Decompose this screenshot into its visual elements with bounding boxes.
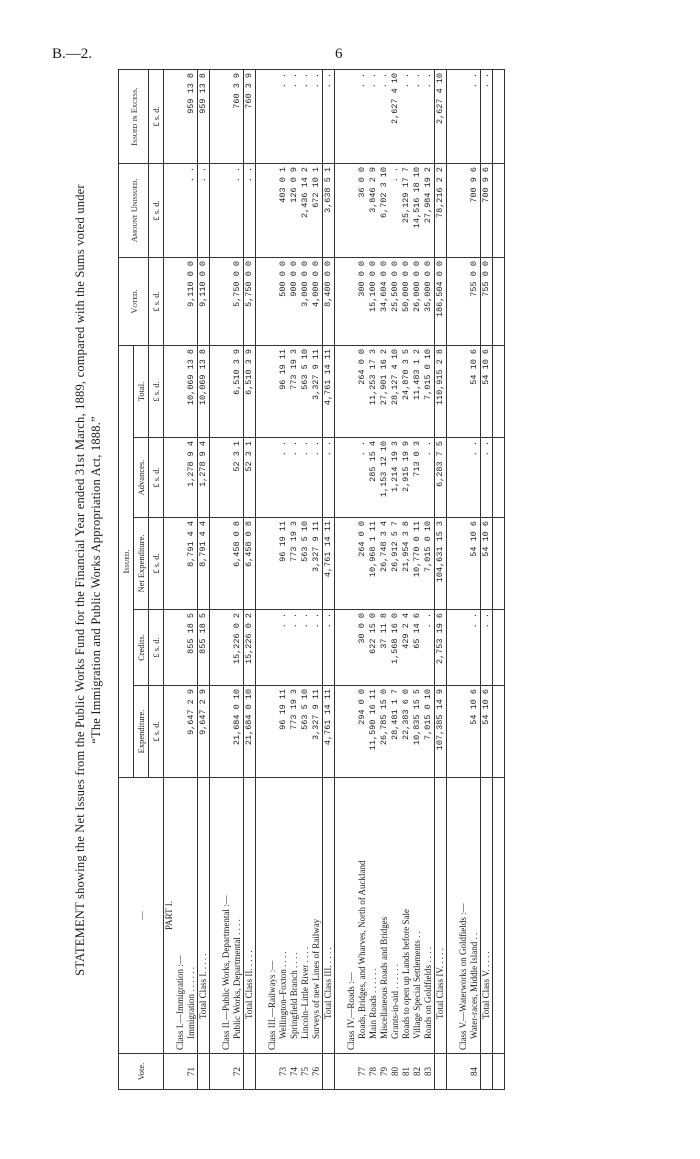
cell-excess: 2,627 4 10 xyxy=(435,69,447,163)
cell-voted: 900 0 0 xyxy=(289,257,300,345)
cell-net: 563 5 10 xyxy=(300,518,311,610)
cell-advances: . . xyxy=(357,438,368,518)
cell-excess: . . xyxy=(323,69,335,163)
row-label: Roads, Bridges, and Wharves, North of Auckland xyxy=(357,778,368,1054)
cell-excess xyxy=(346,69,357,163)
cell-excess: . . xyxy=(311,69,323,163)
cell-advances: 713 0 3 xyxy=(412,438,423,518)
cell-voted: 755 0 0 xyxy=(481,257,493,345)
table-body xyxy=(164,69,505,1089)
cell-unissued: 36 0 0 xyxy=(357,163,368,257)
cell-total: 54 10 6 xyxy=(481,345,493,437)
cell-excess: 760 3 9 xyxy=(232,69,244,163)
cell-net xyxy=(458,518,469,610)
row-label: Roads on Goldfields . . . . xyxy=(423,778,435,1054)
lsd-expenditure: £ s. d. xyxy=(149,686,164,778)
cell-unissued: . . xyxy=(232,163,244,257)
cell-unissued: 78,216 2 2 xyxy=(435,163,447,257)
cell-voted: 26,000 0 0 xyxy=(412,257,423,345)
cell-excess: . . xyxy=(469,69,481,163)
cell-voted: 9,110 0 0 xyxy=(186,257,198,345)
cell-advances xyxy=(221,438,232,518)
cell-net: 26,748 3 4 xyxy=(379,518,390,610)
cell-total xyxy=(267,345,278,437)
vote-number xyxy=(323,1054,335,1090)
total-row xyxy=(481,69,493,1089)
cell-credits: . . xyxy=(300,610,311,686)
cell-expenditure: 28,481 1 7 xyxy=(390,686,401,778)
row-label: Class II.—Public Works, Departmental :— xyxy=(221,778,232,1054)
vote-number: 74 xyxy=(289,1054,300,1090)
cell-credits xyxy=(267,610,278,686)
cell-net: 26,912 5 7 xyxy=(390,518,401,610)
cell-credits: 37 11 8 xyxy=(379,610,390,686)
cell-total: 24,870 3 5 xyxy=(401,345,412,437)
cell-total: 6,510 3 9 xyxy=(244,345,256,437)
cell-excess xyxy=(221,69,232,163)
col-expenditure: Expenditure. xyxy=(134,686,149,778)
cell-expenditure: 9,647 2 9 xyxy=(186,686,198,778)
cell-excess: . . xyxy=(278,69,289,163)
cell-total: 11,483 1 2 xyxy=(412,345,423,437)
cell-voted xyxy=(221,257,232,345)
cell-expenditure xyxy=(458,686,469,778)
vote-number xyxy=(435,1054,447,1090)
cell-advances: 1,214 19 3 xyxy=(390,438,401,518)
row-label: Class III.—Railways :— xyxy=(267,778,278,1054)
cell-expenditure: 21,684 0 10 xyxy=(244,686,256,778)
cell-expenditure: 96 19 11 xyxy=(278,686,289,778)
issues-table xyxy=(118,69,505,1090)
cell-total xyxy=(221,345,232,437)
cell-expenditure: 3,327 9 11 xyxy=(311,686,323,778)
vote-number: 83 xyxy=(423,1054,435,1090)
cell-excess: . . xyxy=(423,69,435,163)
cell-credits: 1,568 16 0 xyxy=(390,610,401,686)
part-heading: PART I. xyxy=(164,778,176,1054)
cell-credits: 429 2 4 xyxy=(401,610,412,686)
cell-excess: 959 13 8 xyxy=(186,69,198,163)
row-label: Main Roads . . . . . . xyxy=(368,778,379,1054)
cell-advances: 52 3 1 xyxy=(232,438,244,518)
cell-expenditure: 54 10 6 xyxy=(469,686,481,778)
class-heading-row xyxy=(267,69,278,1089)
col-net: Net Expenditure. xyxy=(134,518,149,610)
cell-unissued: 6,702 3 10 xyxy=(379,163,390,257)
cell-unissued: 25,129 17 7 xyxy=(401,163,412,257)
lsd-voted: £ s. d. xyxy=(149,257,164,345)
vote-number xyxy=(458,1054,469,1090)
lsd-credits: £ s. d. xyxy=(149,610,164,686)
cell-voted: 50,000 0 0 xyxy=(401,257,412,345)
cell-voted: 500 0 0 xyxy=(278,257,289,345)
table-row xyxy=(412,69,423,1089)
row-label: Lincoln–Little River . . . . xyxy=(300,778,311,1054)
cell-excess: . . xyxy=(357,69,368,163)
cell-expenditure: 7,015 0 10 xyxy=(423,686,435,778)
cell-net: 773 19 3 xyxy=(289,518,300,610)
spacer-row xyxy=(210,69,222,1089)
cell-net: 10,968 1 11 xyxy=(368,518,379,610)
cell-unissued: 672 10 1 xyxy=(311,163,323,257)
col-label: — xyxy=(119,778,164,1054)
cell-total: 27,901 16 2 xyxy=(379,345,390,437)
cell-advances: . . xyxy=(311,438,323,518)
cell-total: 11,253 17 3 xyxy=(368,345,379,437)
row-label: Water-races, Middle Island . . xyxy=(469,778,481,1054)
vote-number xyxy=(198,1054,210,1090)
cell-voted: 34,604 0 0 xyxy=(379,257,390,345)
table-row xyxy=(232,69,244,1089)
cell-excess: . . xyxy=(368,69,379,163)
cell-voted: 186,504 0 0 xyxy=(435,257,447,345)
cell-expenditure: 4,761 14 11 xyxy=(323,686,335,778)
cell-expenditure: 773 19 3 xyxy=(289,686,300,778)
vote-number: 82 xyxy=(412,1054,423,1090)
cell-advances: 285 15 4 xyxy=(368,438,379,518)
cell-total: 4,761 14 11 xyxy=(323,345,335,437)
cell-voted xyxy=(175,257,186,345)
vote-number: 78 xyxy=(368,1054,379,1090)
row-label: Roads to open up Lands before Sale xyxy=(401,778,412,1054)
cell-total: 264 0 0 xyxy=(357,345,368,437)
cell-excess xyxy=(175,69,186,163)
cell-credits xyxy=(221,610,232,686)
table-row xyxy=(357,69,368,1089)
col-voted: Voted. xyxy=(119,257,149,345)
cell-credits xyxy=(458,610,469,686)
class-heading-row xyxy=(175,69,186,1089)
cell-advances: 1,153 12 10 xyxy=(379,438,390,518)
cell-total: 773 19 3 xyxy=(289,345,300,437)
cell-excess: . . xyxy=(379,69,390,163)
cell-voted: 25,500 0 0 xyxy=(390,257,401,345)
cell-total xyxy=(346,345,357,437)
cell-expenditure: 107,385 14 9 xyxy=(435,686,447,778)
cell-credits: 855 18 5 xyxy=(198,610,210,686)
cell-net: 264 0 0 xyxy=(357,518,368,610)
col-vote: Vote. xyxy=(119,1054,164,1090)
cell-net: 104,631 15 3 xyxy=(435,518,447,610)
vote-number: 76 xyxy=(311,1054,323,1090)
cell-advances xyxy=(346,438,357,518)
cell-total xyxy=(458,345,469,437)
table-row xyxy=(469,69,481,1089)
cell-advances xyxy=(175,438,186,518)
cell-voted: 5,750 0 0 xyxy=(244,257,256,345)
cell-net xyxy=(267,518,278,610)
vote-number: 75 xyxy=(300,1054,311,1090)
cell-excess: . . xyxy=(401,69,412,163)
row-label: Total Class III. . . . . xyxy=(323,778,335,1054)
vote-number xyxy=(346,1054,357,1090)
row-label: Total Class V. . . . . xyxy=(481,778,493,1054)
row-label: Total Class IV. . . . . xyxy=(435,778,447,1054)
table-row xyxy=(278,69,289,1089)
row-label: Village Special Settlements . . xyxy=(412,778,423,1054)
spacer-row xyxy=(256,69,268,1089)
cell-expenditure: 294 0 0 xyxy=(357,686,368,778)
cell-net: 8,791 4 4 xyxy=(186,518,198,610)
vote-number xyxy=(267,1054,278,1090)
title-line-1: STATEMENT showing the Net Issues from the Public Works Fund for the Financial Year ended 31st March, 1889, compared with the Sums voted under xyxy=(73,184,87,976)
cell-advances: 1,278 9 4 xyxy=(198,438,210,518)
cell-expenditure: 9,647 2 9 xyxy=(198,686,210,778)
vote-number: 79 xyxy=(379,1054,390,1090)
cell-expenditure: 21,684 0 10 xyxy=(232,686,244,778)
cell-advances: 6,283 7 5 xyxy=(435,438,447,518)
cell-net: 54 10 6 xyxy=(481,518,493,610)
row-label: Class I.—Immigration :— xyxy=(175,778,186,1054)
cell-net: 8,791 4 4 xyxy=(198,518,210,610)
cell-credits: 30 0 0 xyxy=(357,610,368,686)
cell-advances xyxy=(267,438,278,518)
spacer-row xyxy=(447,69,459,1089)
cell-voted: 35,000 0 0 xyxy=(423,257,435,345)
cell-expenditure xyxy=(267,686,278,778)
cell-unissued: . . xyxy=(390,163,401,257)
cell-unissued: 3,846 2 9 xyxy=(368,163,379,257)
vote-number: 73 xyxy=(278,1054,289,1090)
cell-advances: . . xyxy=(481,438,493,518)
cell-unissued: 700 9 6 xyxy=(469,163,481,257)
cell-total: 6,510 3 9 xyxy=(232,345,244,437)
spacer-row xyxy=(335,69,347,1089)
row-label: Miscellaneous Roads and Bridges xyxy=(379,778,390,1054)
table-row xyxy=(368,69,379,1089)
vote-number xyxy=(481,1054,493,1090)
cell-unissued: . . xyxy=(198,163,210,257)
row-label: Wellington–Foxton . . . . xyxy=(278,778,289,1054)
cell-excess: 2,627 4 10 xyxy=(390,69,401,163)
cell-credits: . . xyxy=(289,610,300,686)
class-heading-row xyxy=(221,69,232,1089)
col-issued: Issued. xyxy=(119,345,134,777)
cell-net: 6,458 0 8 xyxy=(232,518,244,610)
cell-advances: 52 3 1 xyxy=(244,438,256,518)
vote-number: 71 xyxy=(186,1054,198,1090)
cell-credits: 15,226 0 2 xyxy=(232,610,244,686)
lsd-total: £ s. d. xyxy=(149,345,164,437)
row-label: Class IV.—Roads :— xyxy=(346,778,357,1054)
page-number: 6 xyxy=(335,46,343,62)
cell-net xyxy=(346,518,357,610)
lsd-excess: £ s. d. xyxy=(149,69,164,163)
cell-net xyxy=(175,518,186,610)
cell-net: 6,458 0 8 xyxy=(244,518,256,610)
row-label: Surveys of new Lines of Railway xyxy=(311,778,323,1054)
cell-excess: . . xyxy=(300,69,311,163)
cell-credits: 65 14 6 xyxy=(412,610,423,686)
cell-unissued xyxy=(267,163,278,257)
vote-number xyxy=(221,1054,232,1090)
cell-expenditure xyxy=(221,686,232,778)
cell-credits xyxy=(175,610,186,686)
cell-advances: . . xyxy=(278,438,289,518)
table-row xyxy=(300,69,311,1089)
cell-total: 563 5 10 xyxy=(300,345,311,437)
cell-advances: 2,915 19 9 xyxy=(401,438,412,518)
cell-excess: . . xyxy=(481,69,493,163)
cell-excess: 760 3 9 xyxy=(244,69,256,163)
cell-unissued xyxy=(221,163,232,257)
title-line-2: “The Immigration and Public Works Appropriation Act, 1888.” xyxy=(89,416,103,744)
row-label: Class V.—Waterworks on Goldfields :— xyxy=(458,778,469,1054)
total-row xyxy=(244,69,256,1089)
class-heading-row xyxy=(346,69,357,1089)
row-label: Total Class II. . . . . xyxy=(244,778,256,1054)
cell-voted: 3,000 0 0 xyxy=(300,257,311,345)
row-label: Total Class I. . . . . xyxy=(198,778,210,1054)
table-row xyxy=(423,69,435,1089)
cell-unissued: . . xyxy=(244,163,256,257)
cell-expenditure: 22,383 6 0 xyxy=(401,686,412,778)
cell-net: 21,954 3 8 xyxy=(401,518,412,610)
row-label: Springfield Branch . . . . xyxy=(289,778,300,1054)
cell-expenditure: 11,590 16 11 xyxy=(368,686,379,778)
cell-excess xyxy=(458,69,469,163)
vote-number xyxy=(175,1054,186,1090)
cell-voted: 4,000 0 0 xyxy=(311,257,323,345)
cell-total: 7,015 0 10 xyxy=(423,345,435,437)
cell-unissued: 3,638 5 1 xyxy=(323,163,335,257)
cell-total xyxy=(175,345,186,437)
table-row xyxy=(401,69,412,1089)
total-row xyxy=(198,69,210,1089)
cell-voted: 15,100 0 0 xyxy=(368,257,379,345)
cell-net: 7,015 0 10 xyxy=(423,518,435,610)
cell-credits: 855 18 5 xyxy=(186,610,198,686)
class-heading-row xyxy=(458,69,469,1089)
cell-total: 10,069 13 8 xyxy=(186,345,198,437)
col-total: Total. xyxy=(134,345,149,437)
col-credits: Credits. xyxy=(134,610,149,686)
vote-number: 77 xyxy=(357,1054,368,1090)
vote-number xyxy=(244,1054,256,1090)
cell-unissued: 403 0 1 xyxy=(278,163,289,257)
vote-number: 84 xyxy=(469,1054,481,1090)
cell-unissued: . . xyxy=(186,163,198,257)
cell-credits: 15,226 0 2 xyxy=(244,610,256,686)
cell-voted xyxy=(346,257,357,345)
cell-net: 4,761 14 11 xyxy=(323,518,335,610)
cell-expenditure: 563 5 10 xyxy=(300,686,311,778)
table-row xyxy=(379,69,390,1089)
table-bottom-rule xyxy=(493,69,505,1089)
cell-credits: 2,753 19 6 xyxy=(435,610,447,686)
cell-unissued xyxy=(346,163,357,257)
cell-net: 96 19 11 xyxy=(278,518,289,610)
cell-advances: . . xyxy=(289,438,300,518)
statement-title xyxy=(72,70,104,1090)
cell-unissued: 14,516 18 10 xyxy=(412,163,423,257)
cell-unissued xyxy=(175,163,186,257)
cell-voted: 9,110 0 0 xyxy=(198,257,210,345)
cell-expenditure: 10,835 15 5 xyxy=(412,686,423,778)
total-row xyxy=(323,69,335,1089)
row-label: Immigration . . . . . . xyxy=(186,778,198,1054)
cell-advances: 1,278 9 4 xyxy=(186,438,198,518)
cell-advances xyxy=(458,438,469,518)
cell-voted: 300 0 0 xyxy=(357,257,368,345)
total-row xyxy=(435,69,447,1089)
lsd-net: £ s. d. xyxy=(149,518,164,610)
cell-voted xyxy=(267,257,278,345)
cell-credits: . . xyxy=(278,610,289,686)
cell-unissued xyxy=(458,163,469,257)
col-excess: Issued in Excess. xyxy=(119,69,149,163)
col-unissued: Amount Unissued. xyxy=(119,163,149,257)
vote-number: 72 xyxy=(232,1054,244,1090)
part-row xyxy=(164,69,176,1089)
cell-excess: . . xyxy=(412,69,423,163)
cell-voted: 5,750 0 0 xyxy=(232,257,244,345)
cell-unissued: 700 9 6 xyxy=(481,163,493,257)
cell-expenditure xyxy=(175,686,186,778)
cell-unissued: 2,436 14 2 xyxy=(300,163,311,257)
cell-total: 96 19 11 xyxy=(278,345,289,437)
document-code: B.—2. xyxy=(52,46,93,62)
cell-voted: 8,400 0 0 xyxy=(323,257,335,345)
cell-advances: . . xyxy=(423,438,435,518)
row-label: Public Works, Departmental . . . . xyxy=(232,778,244,1054)
table-row xyxy=(289,69,300,1089)
cell-total: 110,915 2 8 xyxy=(435,345,447,437)
cell-credits: . . xyxy=(423,610,435,686)
cell-credits: . . xyxy=(311,610,323,686)
cell-voted xyxy=(458,257,469,345)
cell-voted: 755 0 0 xyxy=(469,257,481,345)
cell-total: 54 10 6 xyxy=(469,345,481,437)
cell-advances: . . xyxy=(323,438,335,518)
cell-net: 54 10 6 xyxy=(469,518,481,610)
cell-excess: . . xyxy=(289,69,300,163)
cell-total: 10,069 13 8 xyxy=(198,345,210,437)
cell-expenditure xyxy=(346,686,357,778)
cell-net xyxy=(221,518,232,610)
cell-excess: 959 13 8 xyxy=(198,69,210,163)
table-row xyxy=(390,69,401,1089)
vote-number: 81 xyxy=(401,1054,412,1090)
table-row xyxy=(186,69,198,1089)
cell-net: 3,327 9 11 xyxy=(311,518,323,610)
rotated-statement-sheet xyxy=(60,60,650,1100)
cell-excess xyxy=(267,69,278,163)
lsd-unissued: £ s. d. xyxy=(149,163,164,257)
cell-credits: . . xyxy=(323,610,335,686)
cell-credits: . . xyxy=(481,610,493,686)
table-row xyxy=(311,69,323,1089)
cell-advances: . . xyxy=(300,438,311,518)
cell-total: 28,127 4 10 xyxy=(390,345,401,437)
lsd-advances: £ s. d. xyxy=(149,438,164,518)
vote-number: 80 xyxy=(390,1054,401,1090)
row-label: Grants-in-aid . . . . . . xyxy=(390,778,401,1054)
cell-unissued: 126 0 9 xyxy=(289,163,300,257)
cell-total: 3,327 9 11 xyxy=(311,345,323,437)
cell-net: 10,770 0 11 xyxy=(412,518,423,610)
cell-expenditure: 54 10 6 xyxy=(481,686,493,778)
cell-credits xyxy=(346,610,357,686)
cell-credits: 622 15 0 xyxy=(368,610,379,686)
cell-unissued: 27,984 19 2 xyxy=(423,163,435,257)
col-advances: Advances. xyxy=(134,438,149,518)
cell-expenditure: 26,785 15 0 xyxy=(379,686,390,778)
cell-advances: . . xyxy=(469,438,481,518)
cell-credits: . . xyxy=(469,610,481,686)
